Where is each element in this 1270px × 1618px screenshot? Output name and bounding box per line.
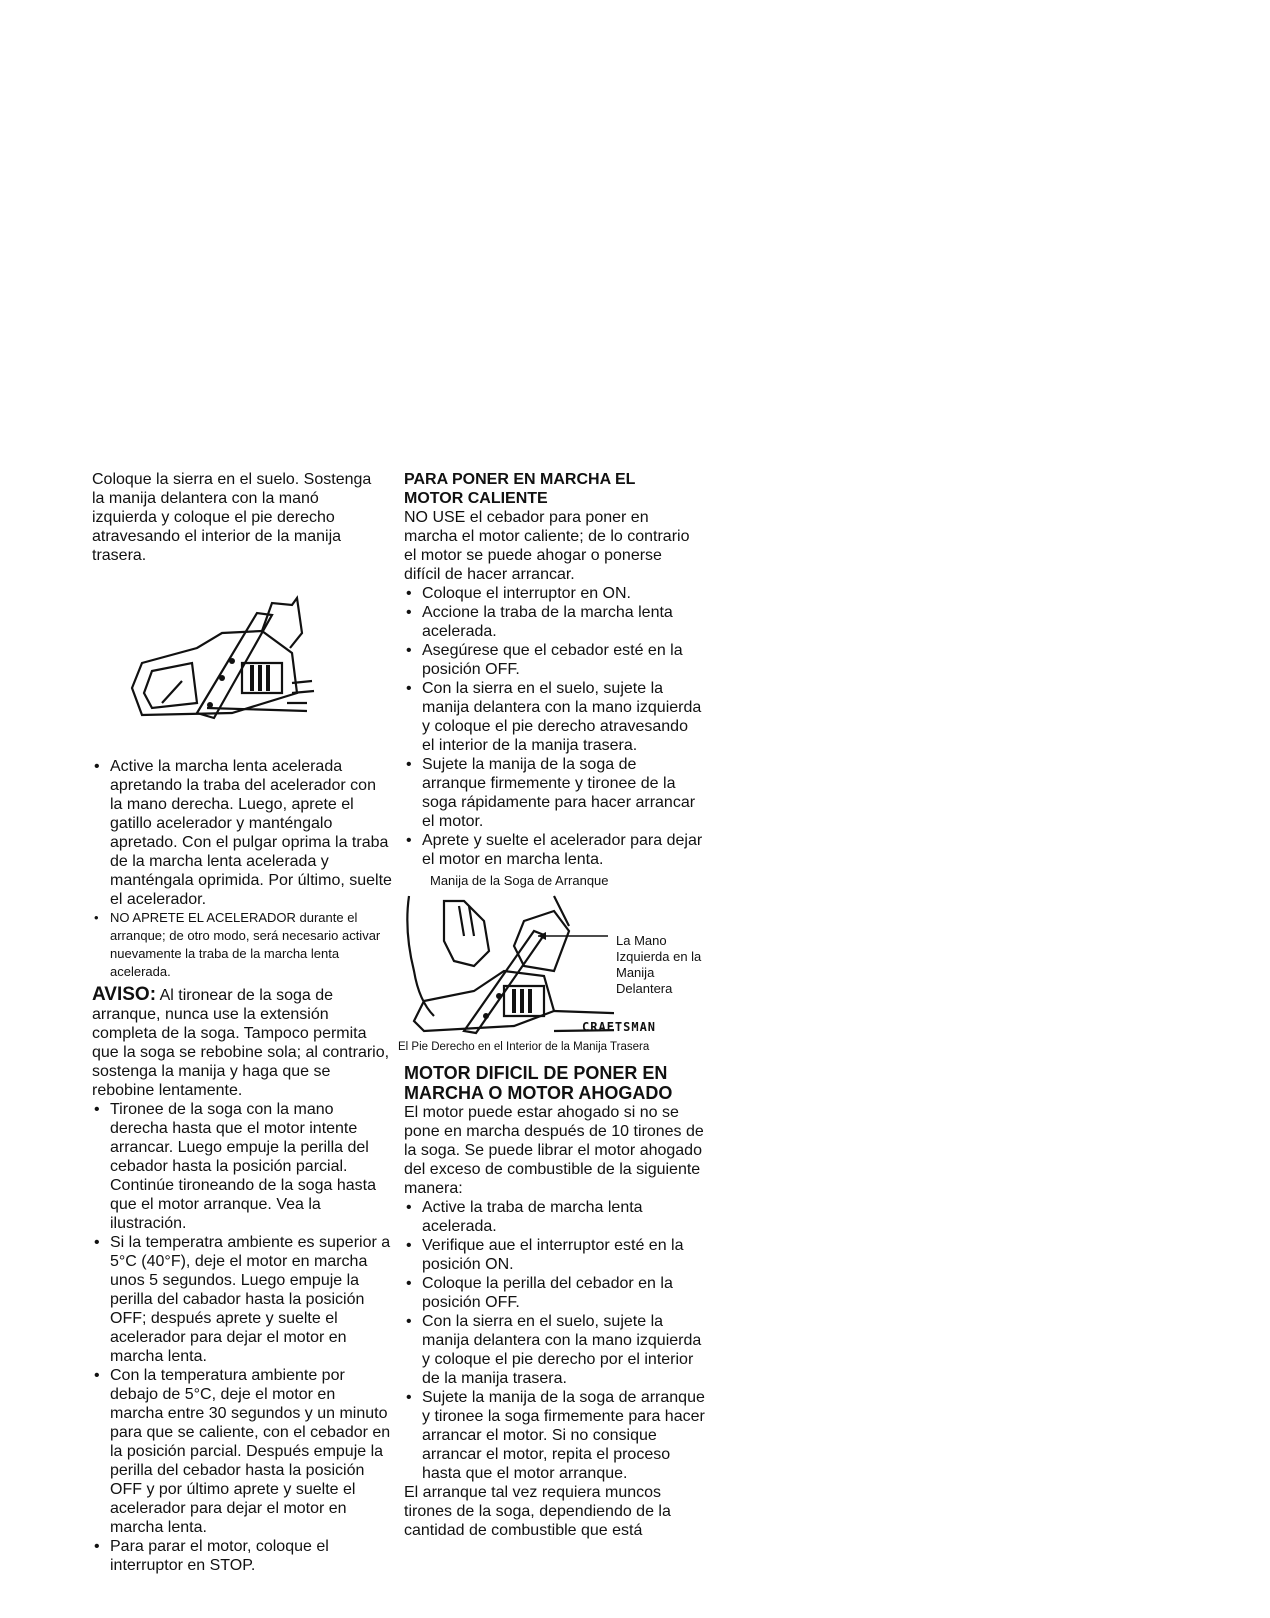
right-column xyxy=(398,470,714,1540)
left-bullet-list-2 xyxy=(92,1100,392,1575)
left-bullet-list xyxy=(92,757,392,981)
list-item: • Active la marcha lenta acelerada apretando la traba del acelerador con la mano derecha. Luego, aprete el gatillo acelerador y manténgalo apretado. Con el pulgar oprima la traba de la marcha lenta acelerada y manténgala oprimida. Por último, suelte el acelerador. xyxy=(92,757,392,909)
warm-start-intro: NO USE el cebador para poner en marcha el motor caliente; de lo contrario el motor se puede ahogar o ponerse difícil de hacer arrancar. xyxy=(404,509,690,583)
flooded-outro: El arranque tal vez requiera muncos tirones de la soga, dependiendo de la cantidad de combustible que está xyxy=(404,1484,671,1539)
list-item: • Con la sierra en el suelo, sujete la manija delantera con la mano izquierda y coloque el pie derecho por el interior de la manija trasera. xyxy=(404,1312,709,1388)
list-item: • Sujete la manija de la soga de arranque firmemente y tironee de la soga rápidamente para hacer arrancar el motor. xyxy=(404,755,704,831)
list-item: • Active la traba de marcha lenta acelerada. xyxy=(404,1198,709,1236)
heading-flooded-engine: MOTOR DIFICIL DE PONER EN MARCHA O MOTOR AHOGADO xyxy=(404,1063,673,1103)
flooded-list xyxy=(404,1198,709,1483)
list-item: • Con la sierra en el suelo, sujete la manija delantera con la mano izquierda y coloque el pie derecho atravesando el interior de la manija trasera. xyxy=(404,679,704,755)
list-item: • Asegúrese que el cebador esté en la posición OFF. xyxy=(404,641,704,679)
figure-label-starter-handle: Manija de la Soga de Arranque xyxy=(430,873,609,888)
left-column xyxy=(92,470,392,1575)
hands-on-chainsaw-icon xyxy=(404,891,614,1041)
list-item: • Con la temperatura ambiente por debajo de 5°C, deje el motor en marcha entre 30 segundos y un minuto para que se caliente, con el cebador en la posición parcial. Después empuje la perilla del cebador hasta la posición OFF y por último aprete y suelte el acelerador para dejar el motor en marcha lenta. xyxy=(92,1366,392,1537)
list-item: • Si la temperatra ambiente es superior a 5°C (40°F), deje el motor en marcha unos 5 segundos. Luego empuje la perilla del cabador hasta la posición OFF; después aprete y suelte el acelerador para dejar el motor en marcha lenta. xyxy=(92,1233,392,1366)
list-item: • Para parar el motor, coloque el interruptor en STOP. xyxy=(92,1537,392,1575)
list-item: • Accione la traba de la marcha lenta acelerada. xyxy=(404,603,704,641)
heading-warm-start: PARA PONER EN MARCHA EL MOTOR CALIENTE xyxy=(404,471,636,507)
list-item: • Tironee de la soga con la mano derecha hasta que el motor intente arrancar. Luego empuje la perilla del cebador hasta la posición parcial. Continúe tironeando de la soga hasta que el motor arranque. Vea la ilustración. xyxy=(92,1100,392,1233)
warm-start-list xyxy=(404,584,704,869)
list-item: • Coloque el interruptor en ON. xyxy=(404,584,704,603)
starting-position-figure xyxy=(398,873,714,1055)
brand-logo: CRAFTSMAN xyxy=(582,1020,657,1034)
list-item: • NO APRETE EL ACELERADOR durante el arranque; de otro modo, será necesario activar nuevamente la traba de la marcha lenta acelerada. xyxy=(92,909,392,981)
figure-label-right-foot: El Pie Derecho en el Interior de la Manija Trasera xyxy=(398,1041,650,1053)
intro-paragraph: Coloque la sierra en el suelo. Sostenga la manija delantera con la manó izquierda y coloque el pie derecho atravesando el interior de la manija trasera. xyxy=(92,471,372,564)
pointer-line-icon xyxy=(538,931,608,941)
list-item: • Aprete y suelte el acelerador para dejar el motor en marcha lenta. xyxy=(404,831,704,869)
aviso-text: Al tironear de la soga de arranque, nunca use la extensión completa de la soga. Tampoco permita que la soga se rebobine sola; al contrario, sostenga la manija y haga que se rebobine lentamente. xyxy=(92,987,390,1099)
aviso-paragraph xyxy=(92,985,392,1100)
flooded-intro: El motor puede estar ahogado si no se pone en marcha después de 10 tirones de la soga. Se puede librar el motor ahogado del exceso de combustible de la siguiente manera: xyxy=(404,1104,704,1197)
list-item: • Verifique aue el interruptor esté en la posición ON. xyxy=(404,1236,709,1274)
figure-label-left-hand: La Mano Izquierda en la Manija Delantera xyxy=(616,933,702,996)
list-item: • Coloque la perilla del cebador en la posición OFF. xyxy=(404,1274,709,1312)
chainsaw-icon xyxy=(122,593,322,743)
saw-on-ground-illustration xyxy=(122,593,322,743)
aviso-label: AVISO: xyxy=(92,984,157,1005)
list-item: • Sujete la manija de la soga de arranque y tironee la soga firmemente para hacer arrancar el motor. Si no consique arrancar el motor, repita el proceso hasta que el motor arranque. xyxy=(404,1388,709,1483)
